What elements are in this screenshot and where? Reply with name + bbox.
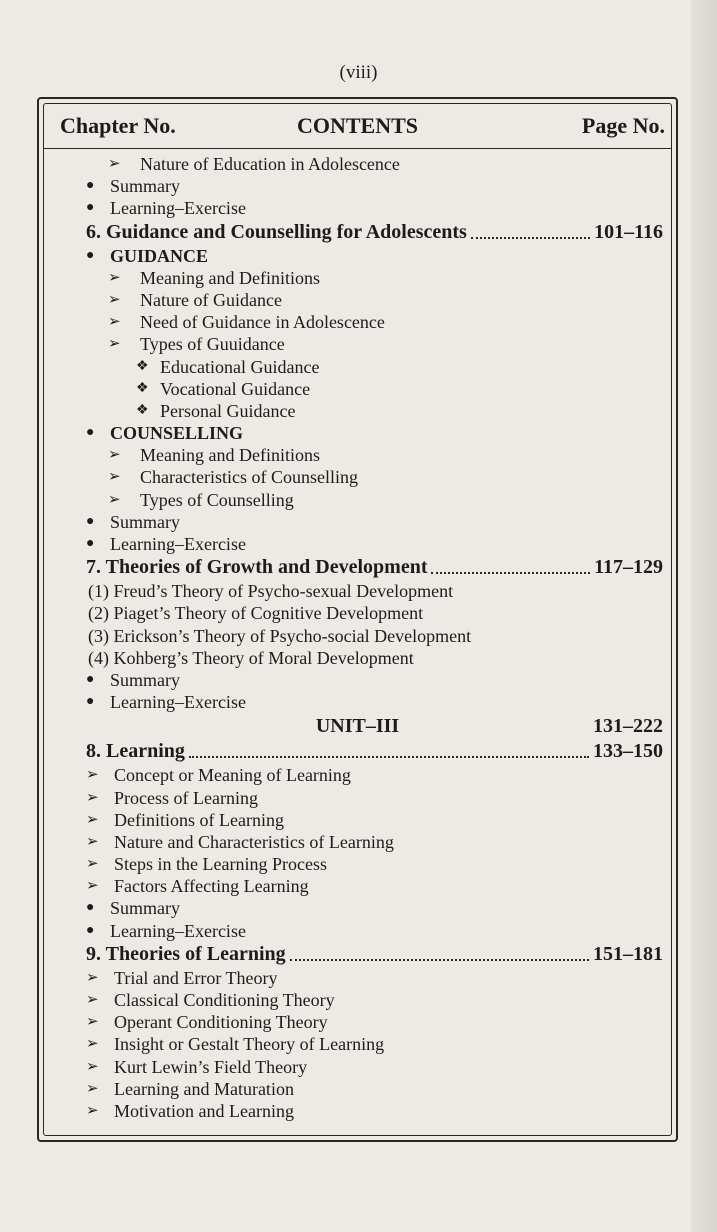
- arrow-icon: ➢: [86, 1102, 99, 1119]
- list-item: [44, 691, 671, 713]
- arrow-icon: ➢: [86, 833, 99, 850]
- arrow-icon: ➢: [86, 1014, 99, 1031]
- arrow-icon: ➢: [86, 1080, 99, 1097]
- arrow-icon: ➢: [108, 314, 121, 331]
- dot-leader: [290, 959, 589, 961]
- chapter-title: 7. Theories of Growth and Development: [86, 556, 428, 579]
- chapter-no-heading: Chapter No.: [60, 113, 176, 138]
- bullet-icon: ●: [86, 247, 95, 263]
- arrow-icon: ➢: [86, 992, 99, 1008]
- section-heading-label: GUIDANCE: [110, 245, 209, 266]
- list-item-label: Personal Guidance: [160, 400, 296, 421]
- chapter-line: [86, 739, 663, 764]
- list-item: [44, 669, 671, 691]
- chapter-pages: 101–116: [594, 220, 663, 243]
- bullet-icon: ●: [86, 694, 95, 710]
- list-item-label: Operant Conditioning Theory: [114, 1012, 328, 1033]
- bullet-icon: ●: [86, 671, 95, 687]
- list-item-label: Definitions of Learning: [114, 809, 284, 830]
- list-item-label: Insight or Gestalt Theory of Learning: [114, 1034, 385, 1055]
- list-item: [44, 1011, 671, 1033]
- bullet-icon: ●: [86, 536, 95, 551]
- list-item: [44, 175, 671, 197]
- unit-pages: 131–222: [593, 715, 663, 738]
- list-item: [44, 853, 671, 875]
- bullet-icon: ●: [86, 922, 95, 938]
- chapter-line: [86, 220, 663, 245]
- bullet-icon: ●: [86, 900, 95, 916]
- chapter-title: 8. Learning: [86, 740, 185, 763]
- list-item-label: Summary: [110, 511, 180, 532]
- chapter-title: 6. Guidance and Counselling for Adolescents: [86, 220, 467, 243]
- list-item-label: Nature of Education in Adolescence: [140, 154, 400, 174]
- list-item: [44, 444, 671, 466]
- arrow-icon: ➢: [108, 269, 121, 286]
- chapter-entry: [44, 739, 671, 764]
- arrow-icon: ➢: [86, 969, 99, 986]
- unit-entry: [44, 713, 671, 739]
- list-item: [44, 831, 671, 853]
- dot-leader: [471, 237, 590, 239]
- list-item: [44, 489, 671, 511]
- arrow-icon: ➢: [86, 878, 99, 895]
- list-item: [44, 197, 671, 219]
- list-item-label: (3) Erickson’s Theory of Psycho-social Development: [88, 625, 472, 646]
- list-item: [44, 647, 671, 669]
- list-item: [44, 1033, 671, 1055]
- arrow-icon: ➢: [86, 1036, 99, 1053]
- page-number: (viii): [339, 62, 378, 83]
- list-item-label: Summary: [110, 176, 180, 197]
- contents-list: [44, 153, 671, 1122]
- list-item-label: Factors Affecting Learning: [114, 876, 309, 897]
- list-item-label: (2) Piaget’s Theory of Cognitive Development: [88, 603, 424, 624]
- list-item-label: (4) Kohberg’s Theory of Moral Development: [88, 647, 414, 668]
- list-item-label: Learning–Exercise: [110, 198, 246, 219]
- list-item-label: Kurt Lewin’s Field Theory: [114, 1056, 308, 1077]
- list-item-label: (1) Freud’s Theory of Psycho-sexual Development: [88, 581, 454, 602]
- chapter-pages: 133–150: [593, 740, 663, 763]
- arrow-icon: ➢: [86, 1058, 99, 1075]
- bullet-icon: ●: [86, 425, 95, 441]
- list-item: [44, 967, 671, 989]
- list-item: [44, 1078, 671, 1100]
- list-item: [44, 533, 671, 555]
- list-item-label: Educational Guidance: [160, 356, 320, 377]
- contents-title: CONTENTS: [296, 113, 419, 138]
- section-heading-label: COUNSELLING: [110, 423, 244, 444]
- bullet-icon: ●: [86, 200, 95, 216]
- chapter-entry: [44, 942, 671, 967]
- list-item: [44, 787, 671, 809]
- arrow-icon: ➢: [86, 856, 99, 873]
- unit-title: UNIT–III: [315, 715, 400, 738]
- list-item: [44, 989, 671, 1011]
- section-heading: [44, 245, 671, 267]
- list-item-label: Classical Conditioning Theory: [114, 990, 335, 1010]
- chapter-line: [86, 555, 663, 580]
- dot-leader: [431, 572, 590, 574]
- list-item: [44, 875, 671, 897]
- list-item: [44, 333, 671, 355]
- list-item: [44, 1100, 671, 1122]
- list-item-label: Learning–Exercise: [110, 692, 246, 713]
- page-edge: [691, 0, 717, 1232]
- list-item-label: Trial and Error Theory: [114, 967, 278, 988]
- arrow-icon: ➢: [86, 767, 99, 784]
- list-item: [44, 356, 671, 378]
- dot-leader: [189, 756, 589, 758]
- list-item: [44, 267, 671, 289]
- list-item: [44, 511, 671, 533]
- arrow-icon: ➢: [108, 336, 121, 353]
- list-item-label: Nature of Guidance: [140, 289, 282, 310]
- list-item: [44, 1056, 671, 1078]
- diamond-icon: ❖: [136, 402, 149, 418]
- diamond-icon: ❖: [136, 380, 149, 396]
- list-item: [44, 311, 671, 333]
- chapter-entry: [44, 555, 671, 580]
- arrow-icon: ➢: [108, 447, 121, 464]
- arrow-icon: ➢: [86, 789, 99, 806]
- bullet-icon: ●: [86, 178, 95, 194]
- list-item-label: Concept or Meaning of Learning: [114, 765, 351, 786]
- bullet-icon: ●: [86, 513, 95, 529]
- list-item-label: Need of Guidance in Adolescence: [140, 312, 385, 333]
- chapter-line: [86, 942, 663, 967]
- arrow-icon: ➢: [108, 469, 121, 486]
- contents-header: [44, 104, 671, 149]
- chapter-title: 9. Theories of Learning: [86, 942, 286, 965]
- list-item-label: Characteristics of Counselling: [140, 467, 358, 488]
- contents-inner-border: [43, 103, 672, 1136]
- list-item: [44, 400, 671, 422]
- list-item-label: Summary: [110, 898, 180, 919]
- diamond-icon: ❖: [136, 358, 149, 374]
- list-item-label: Nature and Characteristics of Learning: [114, 831, 394, 852]
- list-item: [44, 625, 671, 647]
- list-item: [44, 920, 671, 942]
- chapter-entry: [44, 220, 671, 245]
- list-item-label: Steps in the Learning Process: [114, 854, 327, 875]
- list-item: [44, 153, 671, 175]
- list-item: [44, 602, 671, 624]
- list-item-label: Meaning and Definitions: [140, 267, 320, 288]
- list-item: [44, 289, 671, 311]
- page-no-heading: Page No.: [581, 113, 665, 138]
- list-item-label: Learning–Exercise: [110, 920, 246, 941]
- list-item-label: Types of Guuidance: [140, 334, 285, 355]
- arrow-icon: ➢: [86, 811, 99, 828]
- arrow-icon: ➢: [108, 491, 121, 508]
- list-item: [44, 378, 671, 400]
- list-item-label: Motivation and Learning: [114, 1100, 294, 1121]
- list-item-label: Process of Learning: [114, 787, 258, 808]
- chapter-pages: 151–181: [593, 942, 663, 965]
- arrow-icon: ➢: [108, 156, 121, 172]
- list-item-label: Summary: [110, 669, 180, 690]
- list-item-label: Types of Counselling: [140, 489, 294, 510]
- list-item: [44, 897, 671, 919]
- list-item: [44, 466, 671, 488]
- list-item: [44, 764, 671, 786]
- section-heading: [44, 422, 671, 444]
- list-item-label: Vocational Guidance: [160, 378, 311, 399]
- chapter-pages: 117–129: [594, 556, 663, 579]
- list-item-label: Meaning and Definitions: [140, 445, 320, 466]
- contents-frame: [37, 97, 678, 1142]
- arrow-icon: ➢: [108, 291, 121, 308]
- list-item: [44, 580, 671, 602]
- list-item-label: Learning and Maturation: [114, 1078, 294, 1099]
- list-item-label: Learning–Exercise: [110, 534, 246, 554]
- list-item: [44, 809, 671, 831]
